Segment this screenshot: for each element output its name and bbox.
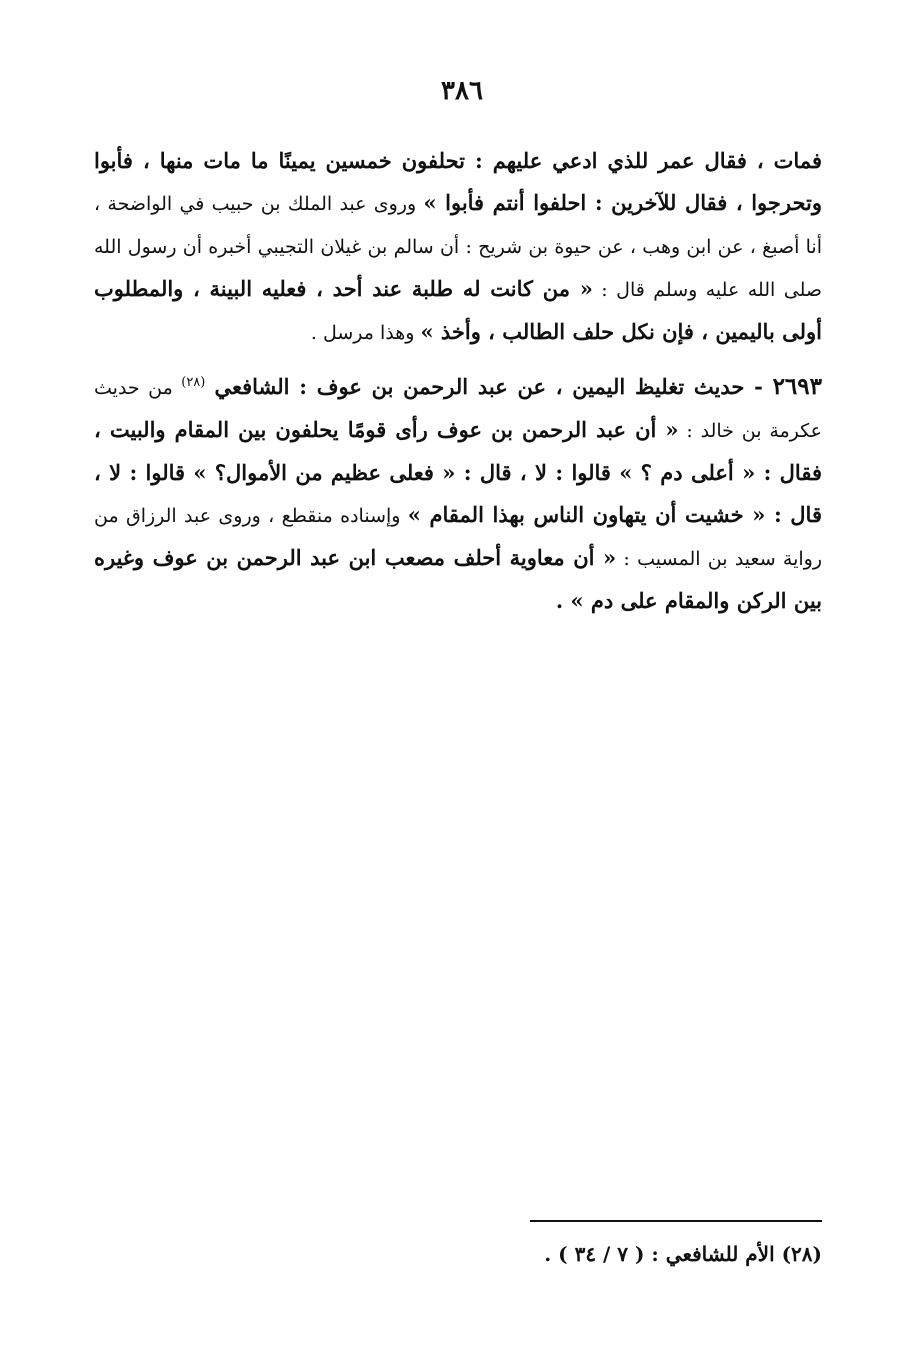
footnote-divider [530,1220,822,1222]
hadith-number: ٢٦٩٣ [772,373,822,400]
paragraph1-sentence1: فمات ، فقال عمر للذي ادعي عليهم : تحلفون خمسين يمينًا ما مات منها ، فأبوا وتحرجوا ، فقال للآخرين : احلفوا أنتم فأبوا » [94,148,822,215]
footnote-reference: (٢٨) [181,375,206,390]
paragraph2-sentence1: من حديث عكرمة بن خالد : [94,377,822,442]
paragraph-umar-oath [94,140,822,354]
main-text [94,140,822,622]
paragraph-hadith-2693 [94,362,822,622]
paragraph1-sentence4: وهذا مرسل . [310,322,421,344]
paragraph1-hadith-quote: « من كانت له طلبة عند أحد ، فعليه البينة ، والمطلوب أولى باليمين ، فإن نكل حلف الطالب ، وأخذ » [94,276,822,344]
paragraph2-sentence3: وإسناده منقطع ، وروى عبد الرزاق من رواية سعيد بن المسيب : [94,505,822,570]
page-number: ٣٨٦ [441,76,483,106]
footnote-28: (٢٨) الأم للشافعي : ( ٧ / ٣٤ ) . [544,1242,822,1266]
paragraph2-hadith-quote: « أن عبد الرحمن بن عوف رأى قومًا يحلفون بين المقام والبيت ، فقال : « أعلى دم ؟ » قالوا : لا ، قال : « فعلى عظيم من الأموال؟ » قالوا : لا ، قال : « خشيت أن يتهاون الناس بهذا المقام » [94,417,822,527]
paragraph2-muawiya-quote: « أن معاوية أحلف مصعب ابن عبد الرحمن بن عوف وغيره بين الركن والمقام على دم » . [94,545,822,613]
paragraph1-sentence2: وروى عبد الملك بن حبيب في الواضحة ، أنا أصبغ ، عن ابن وهب ، عن حيوة بن شريح : أن سالم بن غيلان التجيبي أخبره أن رسول الله صلى الله عليه وسلم قال : [94,193,822,301]
hadith-heading: - حديث تغليظ اليمين ، عن عبد الرحمن بن عوف : الشافعي [214,374,773,399]
